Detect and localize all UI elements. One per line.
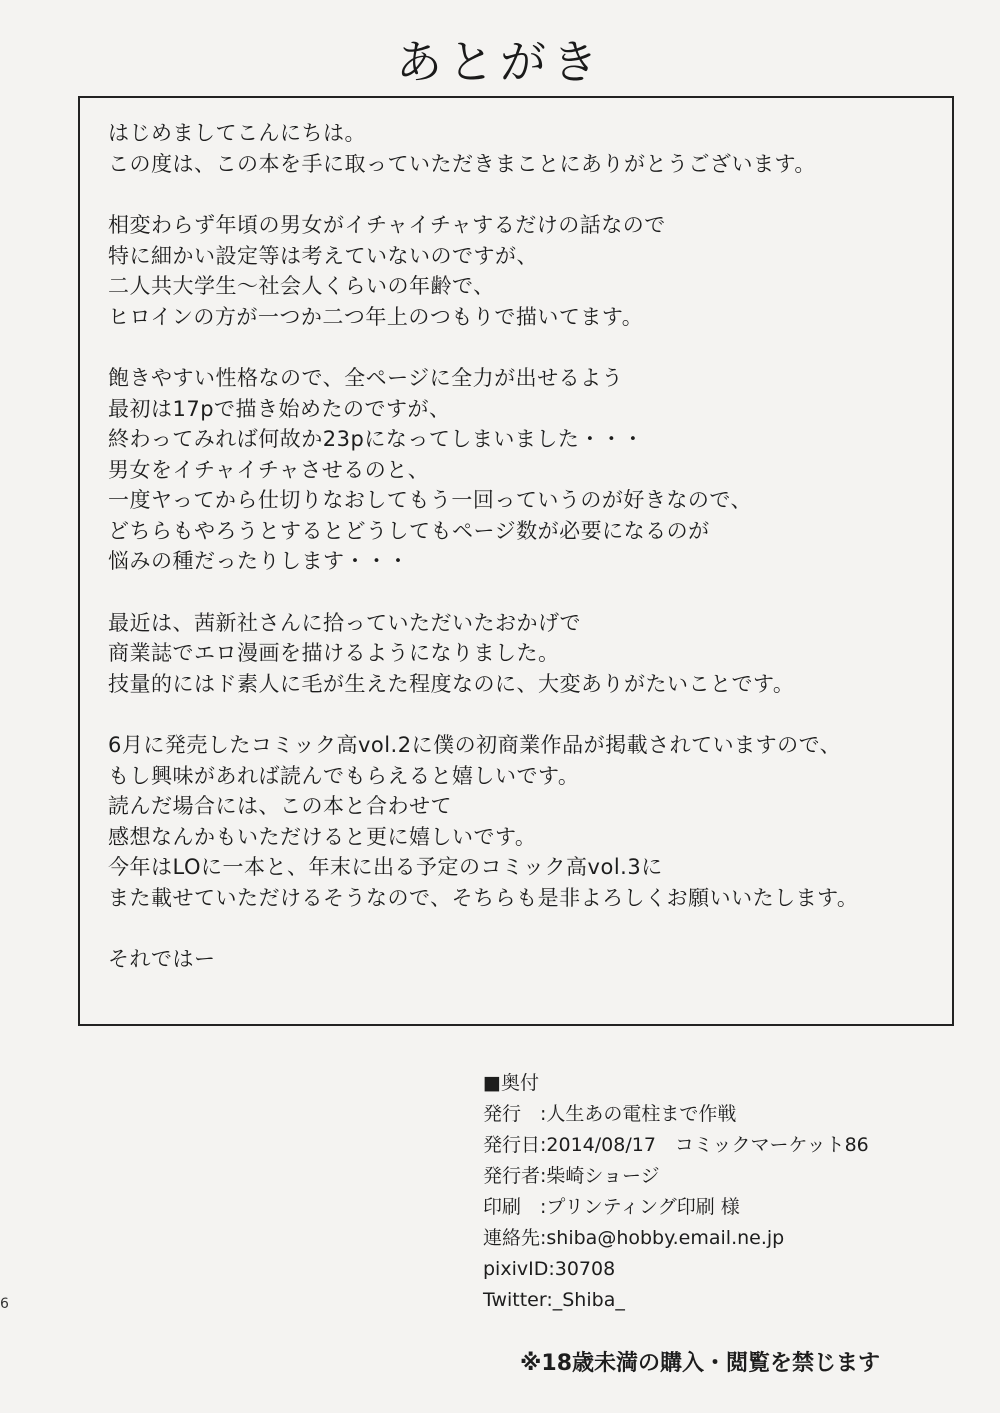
page-title: あとがき — [396, 35, 604, 89]
text-line: 終わってみれば何故か23pになってしまいました・・・ — [108, 427, 644, 451]
text-line: それではー — [108, 947, 216, 971]
text-line: この度は、この本を手に取っていただきまことにありがとうございます。 — [108, 151, 816, 176]
afterword-body — [108, 118, 968, 1006]
colophon-printer: 印刷 :プリンティング印刷 様 — [483, 1196, 740, 1218]
text-line: 読んだ場合には、この本と合わせて — [108, 794, 452, 818]
text-line: 感想なんかもいただけると更に嬉しいです。 — [108, 824, 537, 849]
age-restriction-notice: ※18歳未満の購入・閲覧を禁じます — [520, 1351, 881, 1376]
page-number: 6 — [0, 1296, 9, 1312]
text-line: 一度ヤってから仕切りなおしてもう一回っていうのが好きなので、 — [108, 488, 752, 512]
colophon-contact: 連絡先:shiba@hobby.email.ne.jp — [483, 1227, 785, 1249]
text-line: 最近は、茜新社さんに拾っていただいたおかげで — [108, 610, 581, 635]
text-line: 二人共大学生～社会人くらいの年齢で、 — [108, 274, 495, 298]
text-line: 最初は17pで描き始めたのですが、 — [108, 396, 451, 421]
text-line: 特に細かい設定等は考えていないのですが、 — [108, 243, 538, 268]
colophon-publisher: 発行 :人生あの電柱まで作戦 — [483, 1103, 737, 1125]
paragraph-closing — [108, 944, 968, 975]
colophon-author: 発行者:柴崎ショージ — [483, 1165, 660, 1187]
text-line: また載せていただけるそうなので、そちらも是非よろしくお願いいたします。 — [108, 885, 859, 910]
paragraph-greeting — [108, 118, 968, 179]
colophon-heading: ■奥付 — [483, 1072, 539, 1094]
text-line: ヒロインの方が一つか二つ年上のつもりで描いてます。 — [108, 304, 644, 329]
paragraph-pages — [108, 363, 968, 577]
colophon — [483, 1068, 963, 1316]
text-line: 相変わらず年頃の男女がイチャイチャするだけの話なので — [108, 213, 666, 237]
text-line: はじめましてこんにちは。 — [108, 121, 366, 145]
text-line: 男女をイチャイチャさせるのと、 — [108, 457, 430, 482]
paragraph-commercial — [108, 608, 968, 700]
text-line: もし興味があれば読んでもらえると嬉しいです。 — [108, 763, 580, 788]
paragraph-announcement — [108, 730, 968, 913]
text-line: 飽きやすい性格なので、全ページに全力が出せるよう — [108, 366, 624, 390]
text-line: 今年はLOに一本と、年末に出る予定のコミック高vol.3に — [108, 855, 663, 879]
paragraph-story — [108, 210, 968, 332]
text-line: 悩みの種だったりします・・・ — [108, 549, 409, 573]
colophon-date: 発行日:2014/08/17 コミックマーケット86 — [483, 1134, 869, 1156]
text-line: 6月に発売したコミック高vol.2に僕の初商業作品が掲載されていますので、 — [108, 733, 842, 757]
text-line: 技量的にはド素人に毛が生えた程度なのに、大変ありがたいことです。 — [108, 671, 795, 696]
colophon-twitter: Twitter:_Shiba_ — [483, 1289, 625, 1311]
text-line: どちらもやろうとするとどうしてもページ数が必要になるのが — [108, 518, 710, 543]
text-line: 商業誌でエロ漫画を描けるようになりました。 — [108, 641, 560, 665]
colophon-pixiv: pixivID:30708 — [483, 1258, 616, 1280]
